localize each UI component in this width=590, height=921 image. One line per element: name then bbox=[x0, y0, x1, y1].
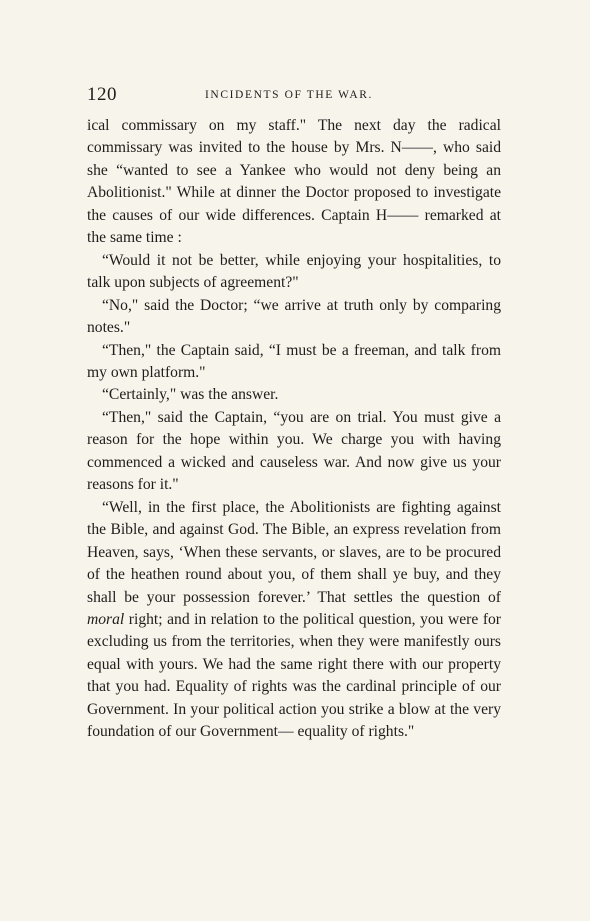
italic-word-moral: moral bbox=[87, 610, 125, 628]
paragraph-5: “Certainly," was the answer. bbox=[102, 386, 279, 404]
paragraph-7-part-2: right; and in relation to the political question, you were for excluding us from the territories, when they were manifestly ours equal with yours. We had the same right there with our property that you had. Equality of rights was the cardinal principle of our Government. In your political action you strike a blow at the very foundation of our Government— equality of rights." bbox=[87, 610, 501, 741]
page-header bbox=[87, 84, 499, 106]
paragraph-3: “No," said the Doctor; “we arrive at truth only by comparing notes." bbox=[87, 296, 501, 337]
paragraph-7 bbox=[87, 497, 501, 744]
paragraph-2: “Would it not be better, while enjoying your hospitalities, to talk upon subjects of agreement?" bbox=[87, 251, 501, 292]
body-text bbox=[87, 115, 501, 744]
running-title: INCIDENTS OF THE WAR. bbox=[205, 89, 373, 101]
page-number: 120 bbox=[87, 84, 117, 105]
paragraph-1: ical commissary on my staff." The next day the radical commissary was invited to the house by Mrs. N——, who said she “wanted to see a Yankee who would not deny being an Abolitionist." While at dinner the Doctor proposed to investigate the causes of our wide differences. Captain H—— remarked at the same time : bbox=[87, 117, 501, 247]
paragraph-7-part-1: “Well, in the first place, the Abolitionists are fighting against the Bible, and against God. The Bible, an express revelation from Heaven, says, ‘When these servants, or slaves, are to be procured of the heathen round about you, of them shall ye buy, and they shall be your possession forever.’ That settles the question of bbox=[87, 498, 501, 606]
paragraph-6: “Then," said the Captain, “you are on trial. You must give a reason for the hope within you. We charge you with having commenced a wicked and causeless war. And now give us your reasons for it." bbox=[87, 408, 501, 494]
paragraph-4: “Then," the Captain said, “I must be a freeman, and talk from my own platform." bbox=[87, 341, 501, 381]
